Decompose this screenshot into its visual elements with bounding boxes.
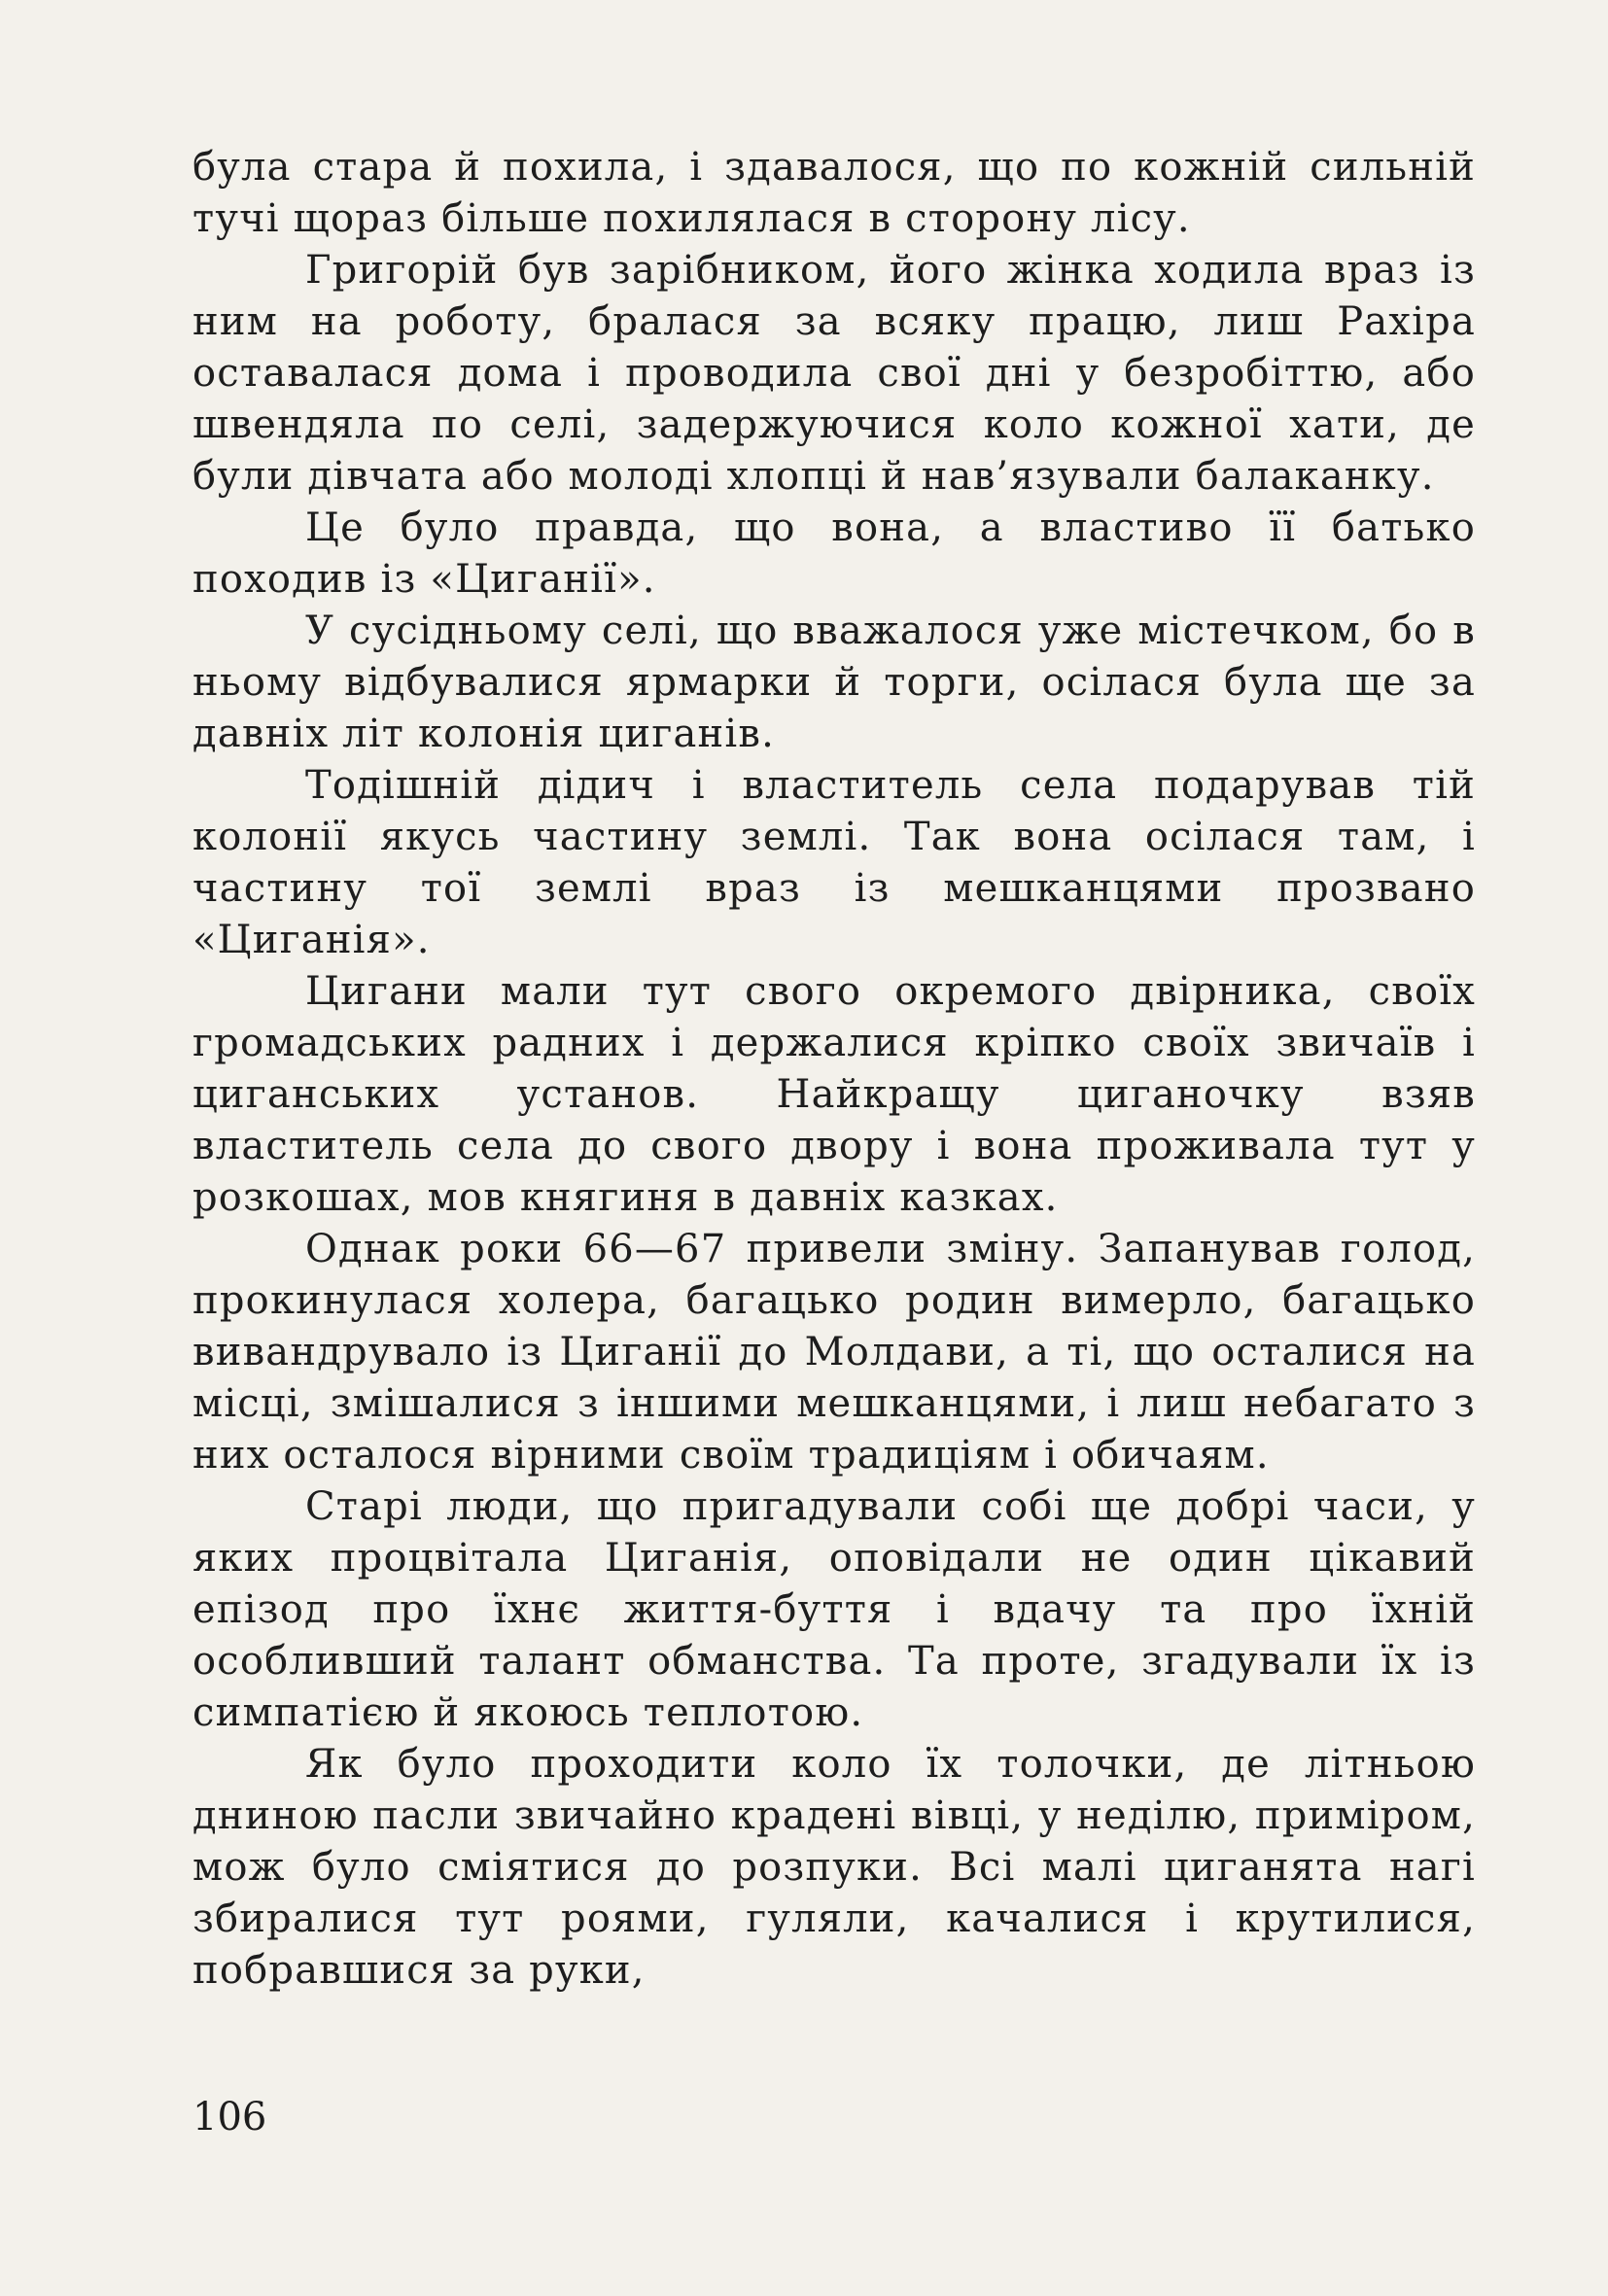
paragraph: Це було правда, що вона, а властиво її батько походив із «Циганії». <box>192 505 1476 602</box>
page-number: 106 <box>192 2095 267 2139</box>
paragraph: У сусідньому селі, що вважалося уже містечком, бо в ньому відбувалися ярмарки й торги, осілася була ще за давніх літ колонія циганів. <box>192 609 1476 756</box>
paragraph: Цигани мали тут свого окремого двірника, своїх громадських радних і держалися кріпко своїх звичаїв і циганських установ. Найкращу циганочку взяв властитель села до свого двору і вона проживала тут у розкошах, мов княгиня в давніх казках. <box>192 969 1476 1220</box>
paragraph: Старі люди, що пригадували собі ще добрі часи, у яких процвітала Циганія, оповідали не один цікавий епізод про їхнє життя-буття і вдачу та про їхній особливший талант обманства. Та проте, згадували їх із симпатією й якоюсь теплотою. <box>192 1484 1476 1735</box>
page-body-text <box>192 142 1476 1997</box>
paragraph: Однак роки 66—67 привели зміну. Запанував голод, прокинулася холера, багацько родин вимерло, багацько вивандрувало із Циганії до Молдави, а ті, що осталися на місці, змішалися з іншими мешканцями, і лиш небагато з них осталося вірними своїм традиціям і обичаям. <box>192 1227 1476 1478</box>
paragraph-continued: була стара й похила, і здавалося, що по кожній сильній тучі щораз більше похилялася в сторону лісу. <box>192 145 1476 241</box>
paragraph: Григорій був зарібником, його жінка ходила враз із ним на роботу, бралася за всяку працю, лиш Рахіра оставалася дома і проводила свої дні у безробіттю, або швендяла по селі, задержуючися коло кожної хати, де були дівчата або молоді хлопці й нав’язували балаканку. <box>192 248 1476 499</box>
paragraph: Як було проходити коло їх толочки, де літньою дниною пасли звичайно крадені вівці, у неділю, приміром, мож було сміятися до розпуки. Всі малі циганята нагі збиралися тут роями, гуляли, качалися і крутилися, побравшися за руки, <box>192 1742 1476 1993</box>
paragraph: Тодішній дідич і властитель села подарував тій колонії якусь частину землі. Так вона осілася там, і частину тої землі враз із мешканцями прозвано «Циганія». <box>192 763 1476 962</box>
